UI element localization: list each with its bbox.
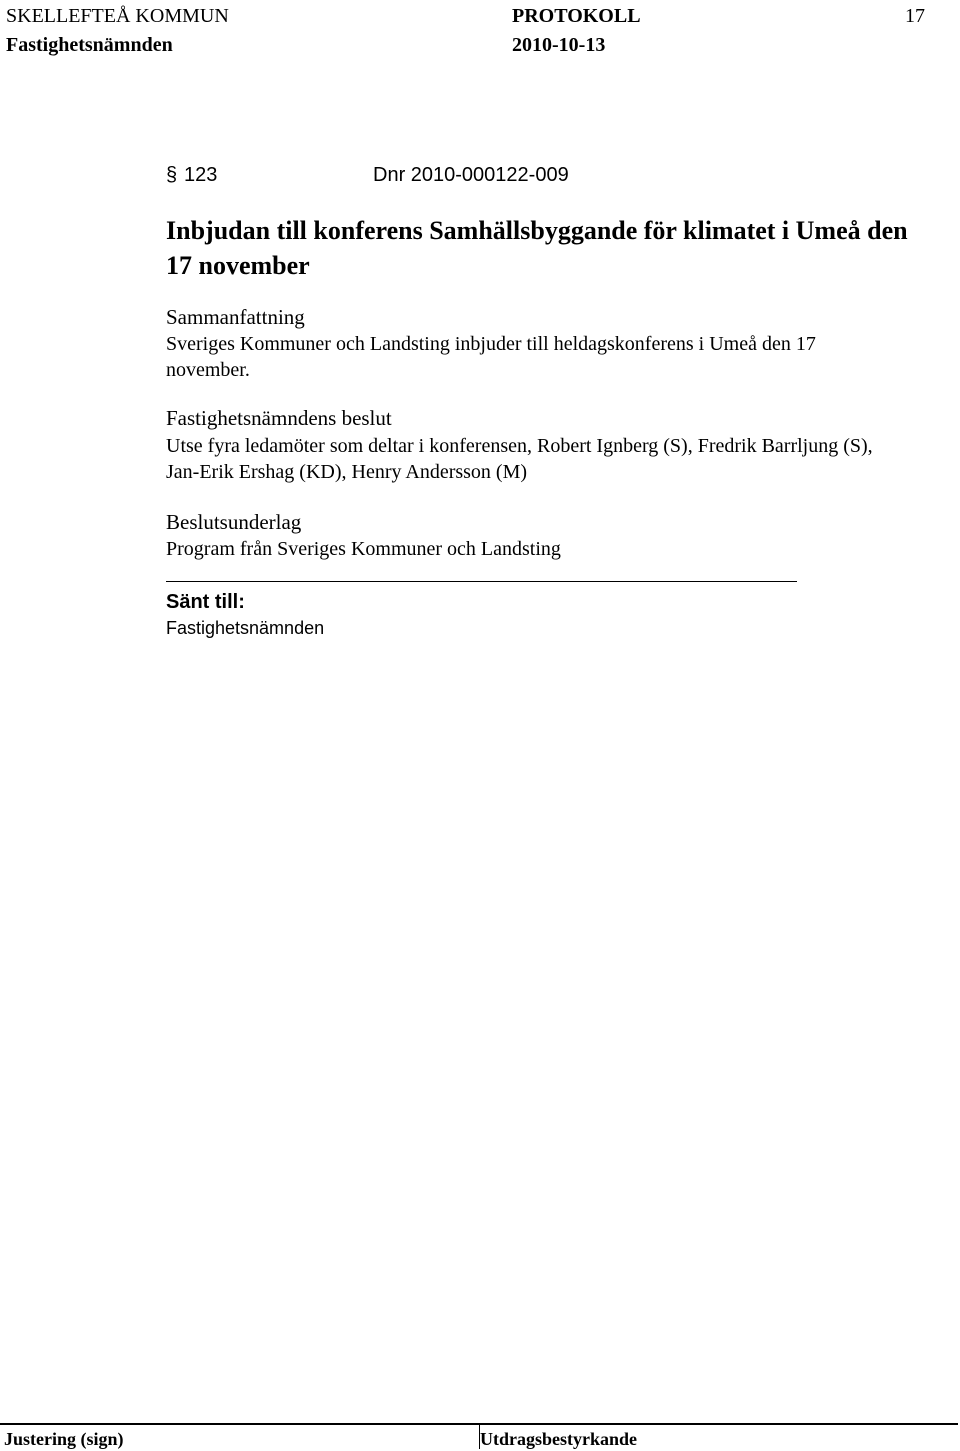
committee-name: Fastighetsnämnden bbox=[6, 34, 173, 56]
section-symbol: § bbox=[166, 164, 178, 186]
item-title: Inbjudan till konferens Samhällsbyggande för klimatet i Umeå den 17 november bbox=[166, 216, 908, 280]
distribution-divider bbox=[166, 581, 797, 582]
decision-heading: Fastighetsnämndens beslut bbox=[166, 406, 392, 430]
summary-text: Sveriges Kommuner och Landsting inbjuder till heldagskonferens i Umeå den 17 november. bbox=[166, 333, 816, 381]
signature-label: Justering (sign) bbox=[4, 1429, 124, 1449]
decision-text: Utse fyra ledamöter som deltar i konferensen, Robert Ignberg (S), Fredrik Barrljung (S), Jan-Erik Ershag (KD), Henry Andersson (M) bbox=[166, 435, 873, 483]
paragraph-line bbox=[166, 163, 569, 187]
page-number: 17 bbox=[905, 5, 925, 27]
paragraph-number: 123 bbox=[184, 164, 218, 186]
extract-label: Utdragsbestyrkande bbox=[480, 1429, 638, 1449]
document-type: PROTOKOLL bbox=[512, 5, 641, 27]
basis-text: Program från Sveriges Kommuner och Landsting bbox=[166, 538, 561, 560]
diary-number: Dnr 2010-000122-009 bbox=[373, 164, 569, 186]
organization-name: SKELLEFTEÅ KOMMUN bbox=[6, 5, 229, 27]
sent-to-heading: Sänt till: bbox=[166, 591, 245, 613]
sent-to-recipient: Fastighetsnämnden bbox=[166, 618, 325, 638]
meeting-date: 2010-10-13 bbox=[512, 34, 606, 56]
summary-heading: Sammanfattning bbox=[166, 305, 305, 329]
basis-heading: Beslutsunderlag bbox=[166, 510, 302, 534]
